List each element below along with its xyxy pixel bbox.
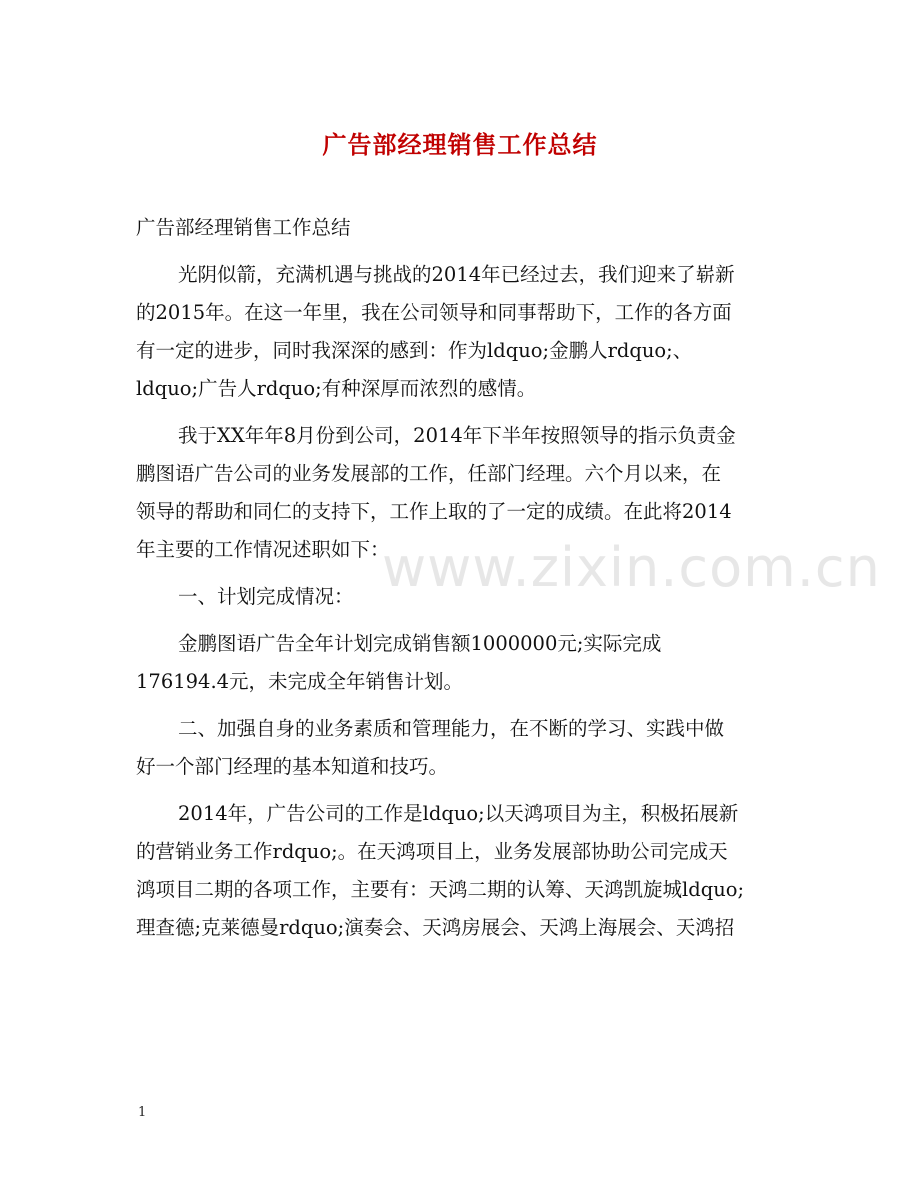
- subtitle-line: 广告部经理销售工作总结: [136, 216, 351, 239]
- document-title: 广告部经理销售工作总结: [322, 130, 598, 159]
- paragraph-line: 好一个部门经理的基本知道和技巧。: [136, 755, 449, 778]
- paragraph-line: ldquo;广告人rdquo;有种深厚而浓烈的感情。: [136, 377, 537, 400]
- paragraph-line: 的营销业务工作rdquo;。在天鸿项目上，业务发展部协助公司完成天: [136, 840, 728, 863]
- paragraph-gap: [136, 701, 796, 710]
- paragraph-gap: [136, 786, 796, 795]
- paragraph-line: 鹏图语广告公司的业务发展部的工作，任部门经理。六个月以来，在: [136, 462, 722, 485]
- paragraph-gap: [136, 569, 796, 578]
- paragraph-line: 的2015年。在这一年里，我在公司领导和同事帮助下，工作的各方面: [136, 301, 732, 324]
- paragraph-line: 领导的帮助和同仁的支持下，工作上取的了一定的成绩。在此将2014: [136, 500, 732, 523]
- paragraph-gap: [136, 616, 796, 625]
- paragraph-line: 年主要的工作情况述职如下：: [136, 538, 390, 561]
- paragraph-line: 有一定的进步，同时我深深的感到：作为ldquo;金鹏人rdquo;、: [136, 339, 693, 362]
- section-heading: 二、加强自身的业务素质和管理能力，在不断的学习、实践中做: [178, 717, 725, 740]
- paragraph-line: 176194.4元，未完成全年销售计划。: [136, 670, 464, 693]
- page-number: 1: [138, 1105, 147, 1120]
- watermark: www.zixin.com.cn: [382, 536, 881, 599]
- paragraph-line: 光阴似箭，充满机遇与挑战的2014年已经过去，我们迎来了崭新: [178, 263, 735, 286]
- section-heading: 一、计划完成情况：: [178, 585, 354, 608]
- paragraph-line: 我于XX年年8月份到公司，2014年下半年按照领导的指示负责金: [178, 424, 736, 447]
- paragraph-gap: [136, 247, 796, 256]
- paragraph-line: 金鹏图语广告全年计划完成销售额1000000元;实际完成: [178, 632, 662, 655]
- paragraph-gap: [136, 408, 796, 417]
- paragraph-line: 理查德;克莱德曼rdquo;演奏会、天鸿房展会、天鸿上海展会、天鸿招: [136, 916, 735, 939]
- paragraph-line: 鸿项目二期的各项工作，主要有：天鸿二期的认筹、天鸿凯旋城ldquo;: [136, 878, 745, 901]
- document-body: [136, 209, 796, 947]
- paragraph-line: 2014年，广告公司的工作是ldquo;以天鸿项目为主，积极拓展新: [178, 802, 739, 825]
